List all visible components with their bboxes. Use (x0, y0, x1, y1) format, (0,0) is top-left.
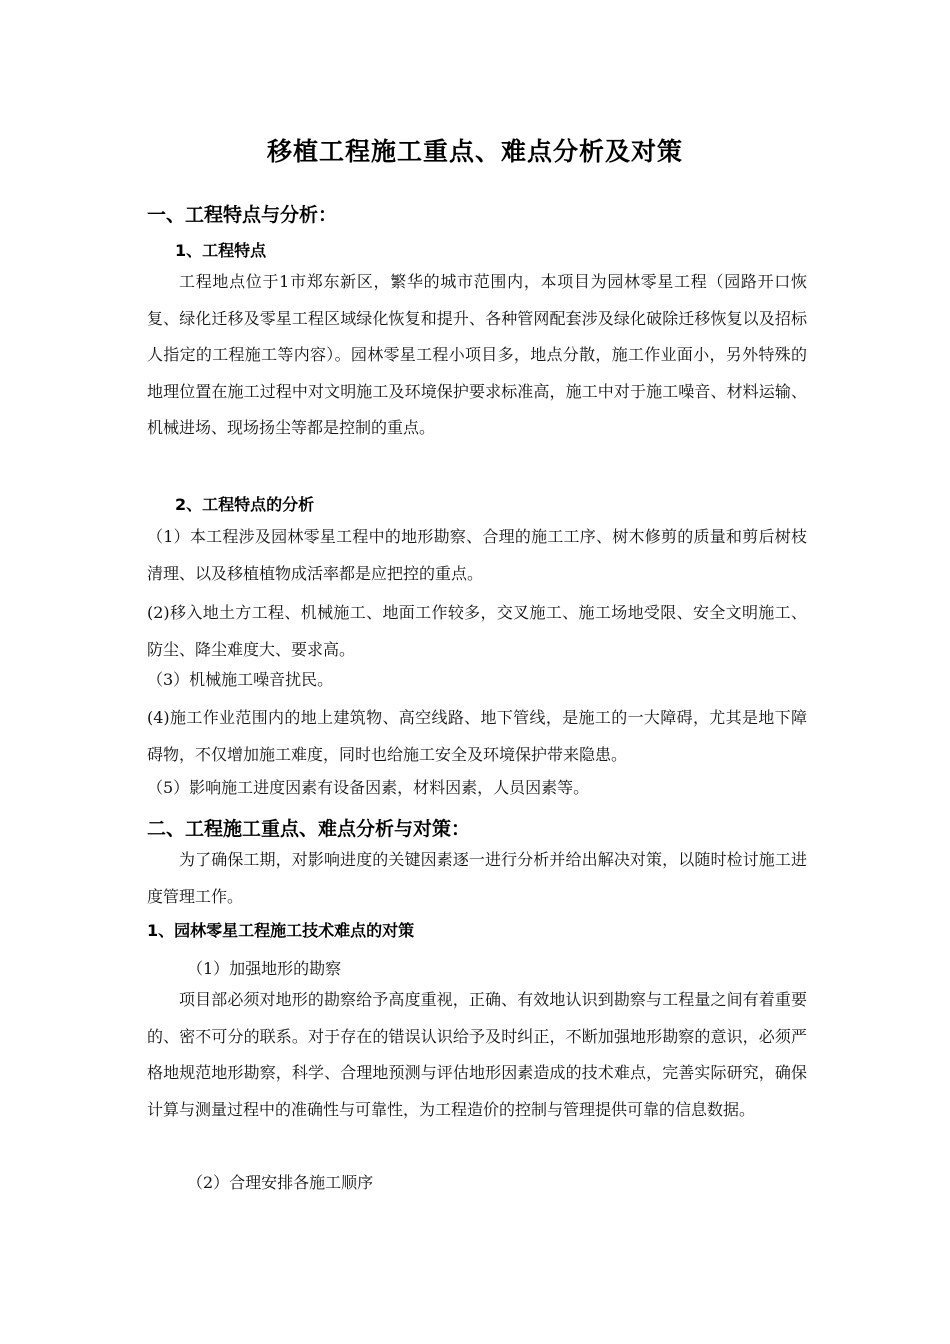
section1-item-5: （5）影响施工进度因素有设备因素，材料因素，人员因素等。 (147, 778, 590, 797)
section1-sub1-heading: 1、工程特点 (175, 241, 267, 260)
section2-point1-paragraph: 项目部必须对地形的勘察给予高度重视，正确、有效地认识到勘察与工程量之间有着重要的、密不可分的联系。对于存在的错误认识给予及时纠正，不断加强地形勘察的意识，必须严格地规范地形勘察，科学、合理地预测与评估地形因素造成的技术难点，完善实际研究，确保计算与测量过程中的准确性与可靠性，为工程造价的控制与管理提供可靠的信息数据。 (147, 990, 807, 1119)
section2-intro: 为了确保工期，对影响进度的关键因素逐一进行分析并给出解决对策，以随时检讨施工进度管理工作。 (147, 850, 807, 906)
section1-sub2-heading: 2、工程特点的分析 (175, 495, 315, 514)
section1-sub1-paragraph: 工程地点位于1市郑东新区，繁华的城市范围内，本项目为园林零星工程（园路开口恢复、绿化迁移及零星工程区域绿化恢复和提升、各种管网配套涉及绿化破除迁移恢复以及招标人指定的工程施工等内容）。园林零星工程小项目多，地点分散，施工作业面小，另外特殊的地理位置在施工过程中对文明施工及环境保护要求标准高，施工中对于施工噪音、材料运输、机械进场、现场扬尘等都是控制的重点。 (147, 272, 807, 437)
section2-point1-heading: （1）加强地形的勘察 (187, 959, 342, 978)
section2-heading: 二、工程施工重点、难点分析与对策： (147, 818, 471, 840)
section1-item-4: (4)施工作业范围内的地上建筑物、高空线路、地下管线，是施工的一大障碍，尤其是地下障碍物，不仅增加施工难度，同时也给施工安全及环境保护带来隐患。 (147, 708, 807, 764)
section2-sub1-heading: 1、园林零星工程施工技术难点的对策 (147, 921, 415, 940)
section2-point2-heading: （2）合理安排各施工顺序 (187, 1173, 374, 1192)
section1-item-2: (2)移入地土方工程、机械施工、地面工作较多，交叉施工、施工场地受限、安全文明施工、防尘、降尘难度大、要求高。 (147, 603, 807, 659)
document-title: 移植工程施工重点、难点分析及对策 (266, 137, 683, 166)
section1-item-1: （1）本工程涉及园林零星工程中的地形勘察、合理的施工工序、树木修剪的质量和剪后树枝清理、以及移植植物成活率都是应把控的重点。 (147, 527, 807, 583)
section1-item-3: （3）机械施工噪音扰民。 (147, 670, 334, 689)
section1-heading: 一、工程特点与分析： (147, 204, 338, 226)
